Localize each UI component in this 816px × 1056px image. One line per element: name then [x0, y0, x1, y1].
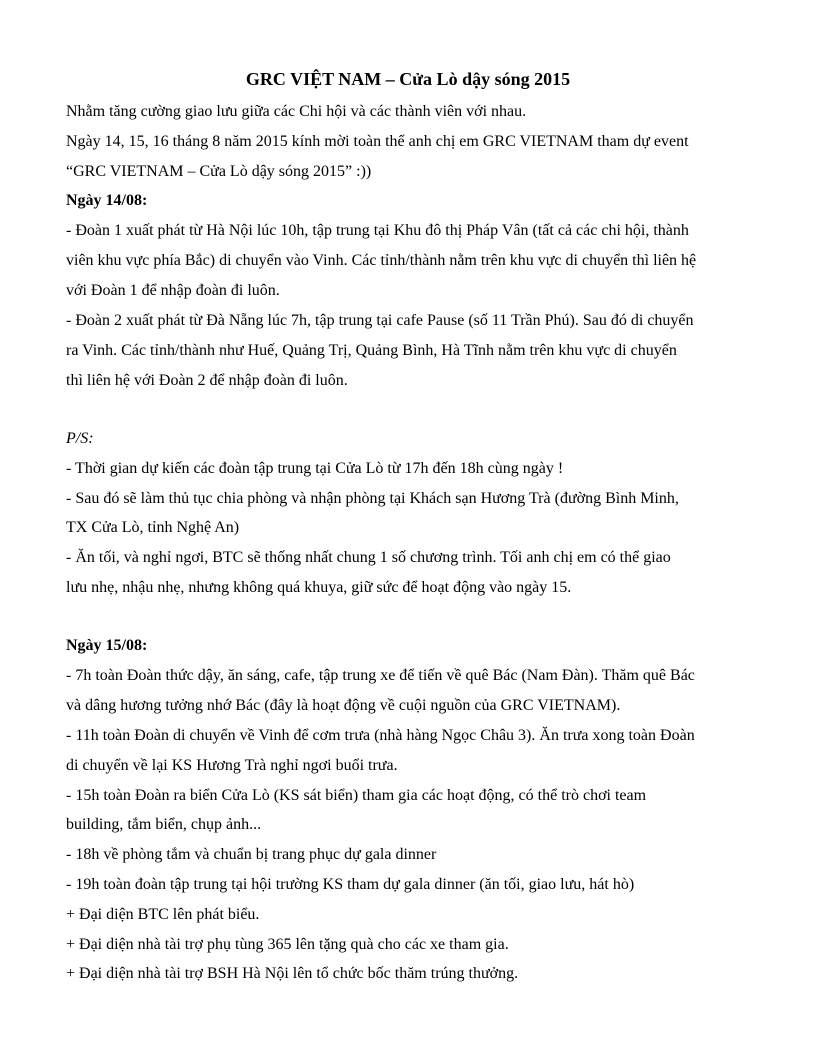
- intro-line: Nhằm tăng cường giao lưu giữa các Chi hội và các thành viên với nhau.: [66, 103, 527, 120]
- day1-heading: Ngày 14/08:: [66, 192, 148, 209]
- day2-line: + Đại diện nhà tài trợ BSH Hà Nội lên tổ chức bốc thăm trúng thưởng.: [66, 965, 519, 982]
- day2-line: - 19h toàn đoàn tập trung tại hội trường KS tham dự gala dinner (ăn tối, giao lưu, hát hò): [66, 876, 635, 893]
- day2-line: - 7h toàn Đoàn thức dậy, ăn sáng, cafe, tập trung xe để tiến về quê Bác (Nam Đàn). Thăm quê Bác: [66, 667, 695, 684]
- day2-line: + Đại diện nhà tài trợ phụ tùng 365 lên tặng quà cho các xe tham gia.: [66, 936, 509, 953]
- day1-line: thì liên hệ với Đoàn 2 để nhập đoàn đi luôn.: [66, 372, 348, 389]
- day2-line: - 15h toàn Đoàn ra biển Cửa Lò (KS sát biển) tham gia các hoạt động, có thể trò chơi team: [66, 787, 647, 804]
- ps-line: - Thời gian dự kiến các đoàn tập trung tại Cửa Lò từ 17h đến 18h cùng ngày !: [66, 460, 564, 477]
- day1-line: ra Vinh. Các tỉnh/thành như Huế, Quảng Trị, Quảng Bình, Hà Tĩnh nằm trên khu vực di chuyển: [66, 342, 677, 359]
- intro-line: “GRC VIETNAM – Cửa Lò dậy sóng 2015” :)): [66, 163, 372, 180]
- day1-line: - Đoàn 1 xuất phát từ Hà Nội lúc 10h, tập trung tại Khu đô thị Pháp Vân (tất cả các chi hội, thành: [66, 222, 689, 239]
- ps-line: lưu nhẹ, nhậu nhẹ, nhưng không quá khuya, giữ sức để hoạt động vào ngày 15.: [66, 579, 572, 596]
- day1-line: viên khu vực phía Bắc) di chuyển vào Vinh. Các tỉnh/thành nằm trên khu vực di chuyển thì liên hệ: [66, 252, 697, 269]
- day1-line: với Đoàn 1 để nhập đoàn đi luôn.: [66, 282, 280, 299]
- day2-line: building, tắm biển, chụp ảnh...: [66, 816, 262, 833]
- page-title: GRC VIỆT NAM – Cửa Lò dậy sóng 2015: [245, 69, 571, 89]
- day2-line: di chuyển về lại KS Hương Trà nghỉ ngơi buổi trưa.: [66, 757, 398, 774]
- day2-line: - 11h toàn Đoàn di chuyển về Vinh để cơm trưa (nhà hàng Ngọc Châu 3). Ăn trưa xong toàn Đoàn: [66, 727, 695, 744]
- ps-line: - Ăn tối, và nghỉ ngơi, BTC sẽ thống nhất chung 1 số chương trình. Tối anh chị em có thể giao: [66, 549, 671, 566]
- ps-line: - Sau đó sẽ làm thủ tục chia phòng và nhận phòng tại Khách sạn Hương Trà (đường Bình Minh,: [66, 490, 679, 507]
- ps-line: TX Cửa Lò, tỉnh Nghệ An): [66, 519, 240, 536]
- day2-line: + Đại diện BTC lên phát biểu.: [66, 906, 260, 923]
- day2-line: - 18h về phòng tắm và chuẩn bị trang phục dự gala dinner: [66, 846, 437, 863]
- intro-line: Ngày 14, 15, 16 tháng 8 năm 2015 kính mời toàn thể anh chị em GRC VIETNAM tham dự event: [66, 133, 689, 150]
- day2-line: và dâng hương tưởng nhớ Bác (đây là hoạt động về cuội nguồn của GRC VIETNAM).: [66, 697, 621, 714]
- day1-line: - Đoàn 2 xuất phát từ Đà Nẵng lúc 7h, tập trung tại cafe Pause (số 11 Trần Phú). Sau đó di chuyển: [66, 312, 694, 329]
- ps-heading: P/S:: [66, 430, 94, 447]
- day2-heading: Ngày 15/08:: [66, 637, 148, 654]
